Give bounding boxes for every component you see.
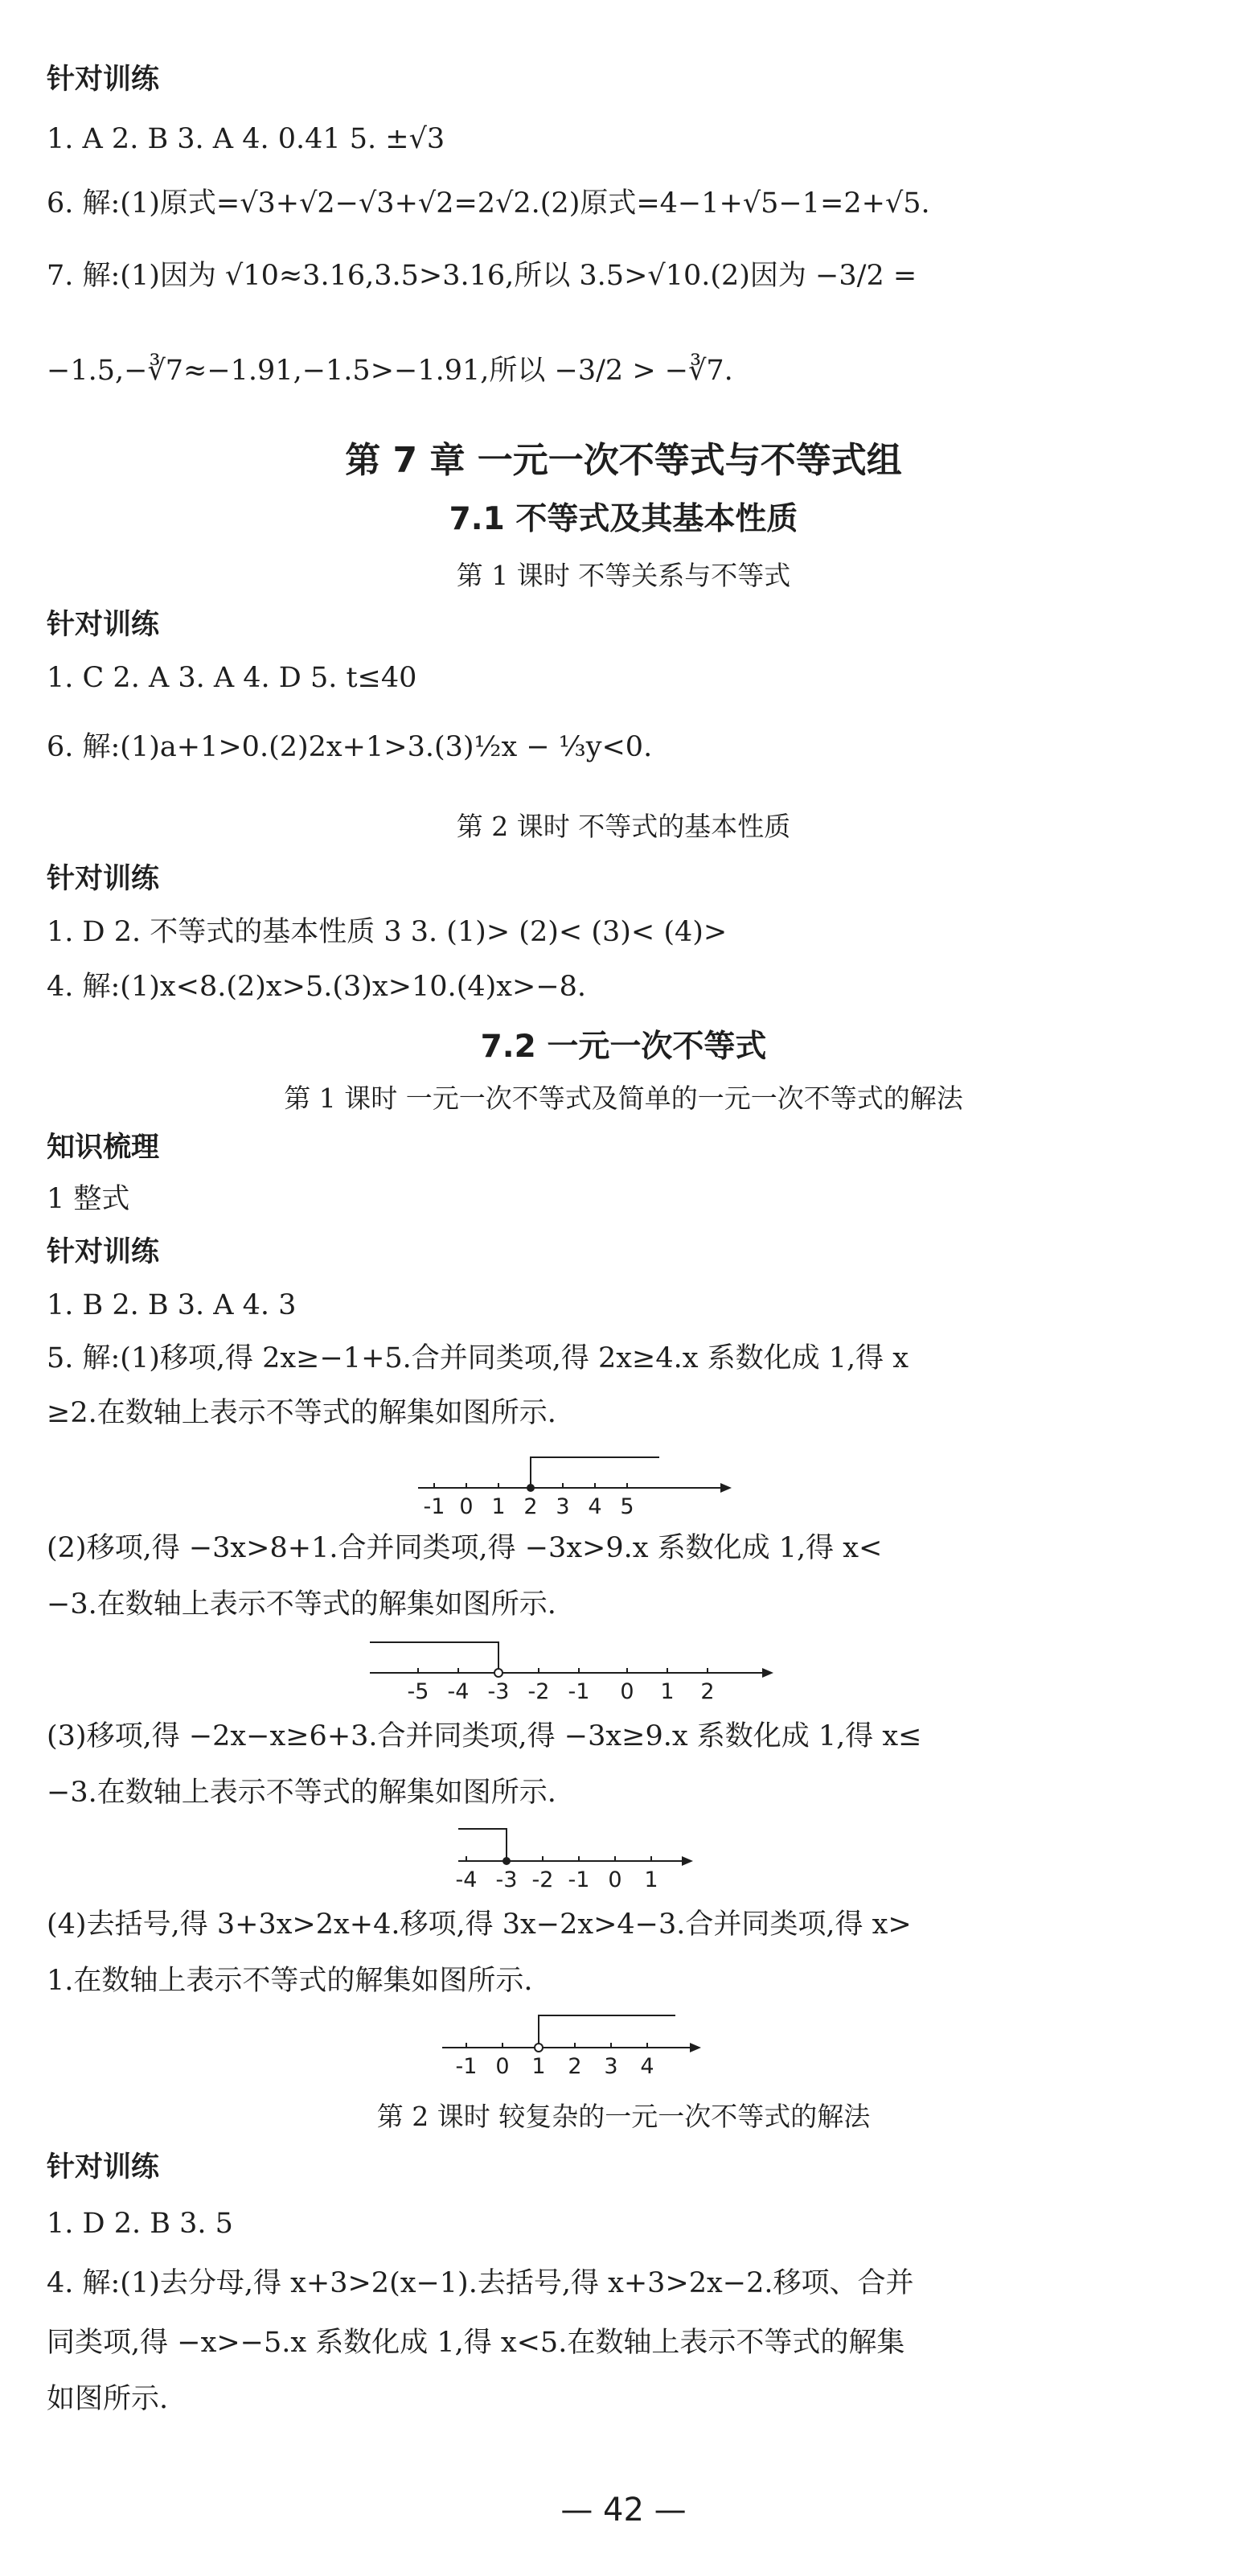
tick-label: 2	[700, 1679, 715, 1704]
answer-line: ≥2.在数轴上表示不等式的解集如图所示.	[47, 1397, 556, 1429]
page-number: — 42 —	[560, 2492, 687, 2529]
number-line-3	[442, 1819, 699, 1892]
section-title: 7.2 一元一次不等式	[480, 1029, 767, 1065]
tick-label: 4	[588, 1494, 602, 1519]
answer-line: 1. A 2. B 3. A 4. 0.41 5. ±√3	[47, 123, 445, 155]
tick-label: -3	[487, 1679, 510, 1704]
chapter-title: 第 7 章 一元一次不等式与不等式组	[345, 440, 902, 481]
answer-line: 5. 解:(1)移项,得 2x≥−1+5.合并同类项,得 2x≥4.x 系数化成 1,得 x	[47, 1342, 909, 1374]
answer-line: 1. D 2. B 3. 5	[47, 2208, 233, 2240]
tick-label: 3	[604, 2054, 618, 2078]
tick-label: 2	[568, 2054, 582, 2078]
tick-label: 4	[640, 2054, 654, 2078]
answer-line: 6. 解:(1)原式=√3+√2−√3+√2=2√2.(2)原式=4−1+√5−1=2+√5.	[47, 187, 930, 220]
section-title: 7.1 不等式及其基本性质	[449, 501, 798, 537]
tick-label: 2	[523, 1494, 538, 1519]
tick-label: -4	[447, 1679, 470, 1704]
answer-line: 1.在数轴上表示不等式的解集如图所示.	[47, 1965, 533, 1997]
answer-line: 1. B 2. B 3. A 4. 3	[47, 1289, 297, 1321]
lesson-title: 第 2 课时 较复杂的一元一次不等式的解法	[376, 2101, 871, 2132]
number-line-4	[434, 2006, 708, 2078]
tick-label: 1	[531, 2054, 546, 2078]
tick-label: 0	[620, 1679, 634, 1704]
tick-label: 1	[644, 1867, 658, 1892]
tick-label: 0	[459, 1494, 474, 1519]
lesson-title: 第 2 课时 不等式的基本性质	[456, 811, 791, 842]
tick-label: -3	[495, 1867, 518, 1892]
section-heading: 针对训练	[47, 64, 160, 96]
tick-label: -2	[531, 1867, 554, 1892]
answer-line: (3)移项,得 −2x−x≥6+3.合并同类项,得 −3x≥9.x 系数化成 1,得 x≤	[47, 1720, 922, 1752]
answer-line: (4)去括号,得 3+3x>2x+4.移项,得 3x−2x>4−3.合并同类项,得 x>	[47, 1908, 912, 1941]
tick-label: 0	[608, 1867, 622, 1892]
tick-label: -1	[568, 1867, 590, 1892]
answer-line: 1. D 2. 不等式的基本性质 3 3. (1)> (2)< (3)< (4)>	[47, 916, 728, 948]
section-heading: 知识梳理	[47, 1132, 160, 1164]
answer-line: −3.在数轴上表示不等式的解集如图所示.	[47, 1588, 556, 1621]
section-heading: 针对训练	[47, 863, 160, 895]
answer-line: −3.在数轴上表示不等式的解集如图所示.	[47, 1777, 556, 1809]
answer-line: 同类项,得 −x>−5.x 系数化成 1,得 x<5.在数轴上表示不等式的解集	[47, 2327, 905, 2359]
tick-label: -1	[568, 1679, 590, 1704]
section-heading: 针对训练	[47, 609, 160, 641]
answer-line: 4. 解:(1)x<8.(2)x>5.(3)x>10.(4)x>−8.	[47, 971, 587, 1003]
answer-line: −1.5,−∛7≈−1.91,−1.5>−1.91,所以 −3/2 > −∛7.	[47, 355, 733, 387]
tick-label: 1	[660, 1679, 675, 1704]
answer-line: 如图所示.	[47, 2383, 169, 2415]
answer-line: 1. C 2. A 3. A 4. D 5. t≤40	[47, 662, 417, 694]
answer-line: 7. 解:(1)因为 √10≈3.16,3.5>3.16,所以 3.5>√10.(2)因为 −3/2 =	[47, 260, 917, 292]
tick-label: -4	[455, 1867, 478, 1892]
number-line-1	[402, 1448, 740, 1520]
answer-line: (2)移项,得 −3x>8+1.合并同类项,得 −3x>9.x 系数化成 1,得 x<	[47, 1532, 883, 1564]
answer-line: 6. 解:(1)a+1>0.(2)2x+1>3.(3)½x − ⅓y<0.	[47, 731, 653, 763]
tick-label: -1	[423, 1494, 445, 1519]
tick-label: 5	[620, 1494, 634, 1519]
section-heading: 针对训练	[47, 2151, 160, 2184]
answer-line: 4. 解:(1)去分母,得 x+3>2(x−1).去括号,得 x+3>2x−2.移项、合并	[47, 2267, 914, 2299]
tick-label: 3	[556, 1494, 570, 1519]
lesson-title: 第 1 课时 不等关系与不等式	[456, 560, 791, 591]
lesson-title: 第 1 课时 一元一次不等式及简单的一元一次不等式的解法	[284, 1083, 963, 1114]
section-heading: 针对训练	[47, 1236, 160, 1268]
tick-label: 1	[491, 1494, 506, 1519]
answer-line: 1 整式	[47, 1183, 130, 1215]
tick-label: -2	[527, 1679, 550, 1704]
number-line-2	[354, 1633, 788, 1705]
tick-label: 0	[495, 2054, 510, 2078]
tick-label: -1	[455, 2054, 478, 2078]
tick-label: -5	[407, 1679, 429, 1704]
